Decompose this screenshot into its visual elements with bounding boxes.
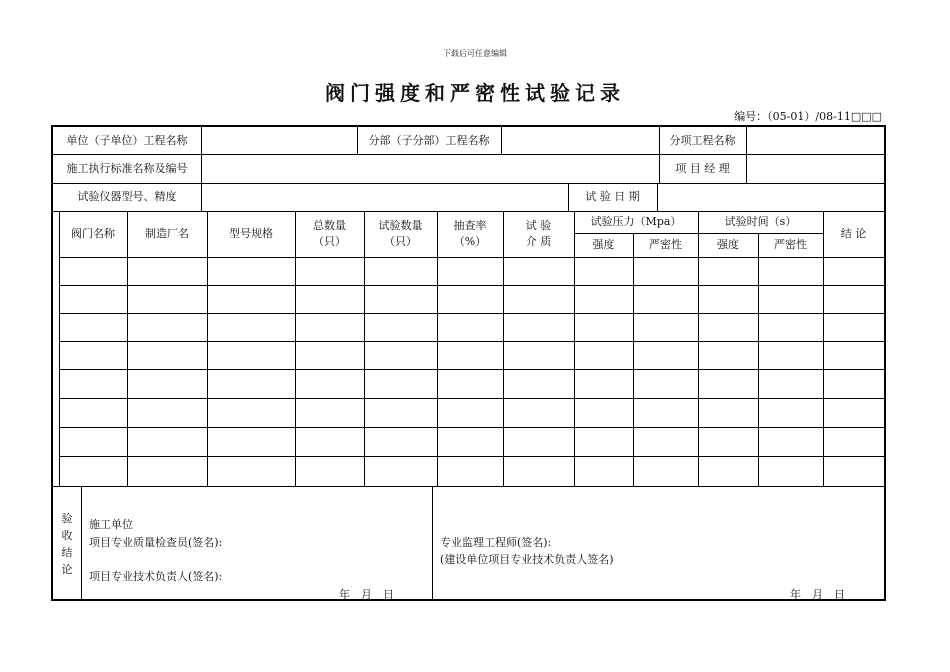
col-model: 型号规格: [229, 227, 273, 240]
v-line: [633, 233, 634, 486]
construction-unit-label: 施工单位: [89, 518, 133, 531]
col-conclusion: 结 论: [840, 227, 867, 240]
acceptance-label-char-3: 结: [61, 546, 73, 559]
v-line: [657, 183, 658, 211]
supervisor-signature: 专业监理工程师(签名):: [440, 536, 552, 549]
col-test-pressure: 试验压力（Mpa）: [590, 215, 682, 228]
col-test-time: 试验时间（s）: [724, 215, 797, 228]
col-sampling-line1: 抽查率: [453, 219, 487, 232]
h-line: [59, 313, 884, 314]
col-test-qty: [364, 211, 437, 257]
tech-lead-signature: 项目专业技术负责人(签名):: [89, 570, 223, 583]
col-test-qty-line2: （只）: [384, 235, 417, 248]
v-line: [501, 127, 502, 154]
document-number: 编号：（05-01）/08-11□□□: [734, 110, 882, 123]
owner-rep-signature: (建设单位项目专业技术负责人签名): [440, 553, 614, 566]
col-test-qty-line1: 试验数量: [378, 219, 423, 232]
col-pressure-strength: 强度: [592, 238, 615, 251]
v-line: [201, 127, 202, 154]
unit-name-label: 单位（子单位）工程名称: [66, 133, 188, 147]
col-sampling-line2: （%）: [453, 235, 487, 248]
h-line: [59, 369, 884, 370]
page-title: 阀门强度和严密性试验记录: [325, 81, 625, 105]
standard-label: 施工执行标准名称及编号: [66, 161, 188, 175]
col-sampling-rate: [437, 211, 503, 257]
h-line: [59, 427, 884, 428]
date-left: 年 月 日: [339, 588, 394, 601]
h-line: [59, 341, 884, 342]
project-manager-label: 项 目 经 理: [675, 161, 730, 175]
col-pressure-tightness: 严密性: [649, 238, 682, 251]
col-total-qty: [295, 211, 364, 257]
col-total-qty-line1: 总数量: [313, 219, 346, 232]
h-line: [59, 257, 884, 258]
v-line: [746, 127, 747, 154]
col-medium: [503, 211, 574, 257]
col-time-strength: 强度: [717, 238, 739, 251]
col-valve-name: 阀门名称: [71, 227, 115, 240]
download-hint: 下载后可任意编辑: [443, 49, 507, 58]
v-line: [201, 183, 202, 211]
acceptance-label-char-4: 论: [61, 563, 73, 576]
h-line: [53, 486, 884, 487]
date-right: 年 月 日: [790, 588, 845, 601]
test-date-label: 试 验 日 期: [585, 190, 640, 203]
instrument-label: 试验仪器型号、精度: [77, 190, 177, 203]
h-line: [59, 456, 884, 457]
h-line: [59, 285, 884, 286]
col-medium-line1: 试 验: [525, 219, 552, 232]
v-line: [81, 486, 82, 601]
item-name-label: 分项工程名称: [669, 133, 736, 147]
qc-inspector-signature: 项目专业质量检查员(签名):: [89, 536, 223, 549]
v-line: [758, 233, 759, 486]
col-total-qty-line2: （只）: [313, 235, 346, 248]
v-line: [201, 154, 202, 183]
col-manufacturer: 制造厂名: [145, 227, 189, 240]
col-time-tightness: 严密性: [774, 238, 807, 251]
v-line: [432, 486, 433, 601]
acceptance-label-char-1: 验: [61, 512, 73, 525]
col-medium-line2: 介 质: [525, 235, 552, 248]
sub-part-name-label: 分部（子分部）工程名称: [368, 133, 490, 147]
record-form: [51, 125, 886, 601]
acceptance-label-char-2: 收: [61, 529, 73, 542]
h-line: [59, 398, 884, 399]
v-line: [746, 154, 747, 183]
